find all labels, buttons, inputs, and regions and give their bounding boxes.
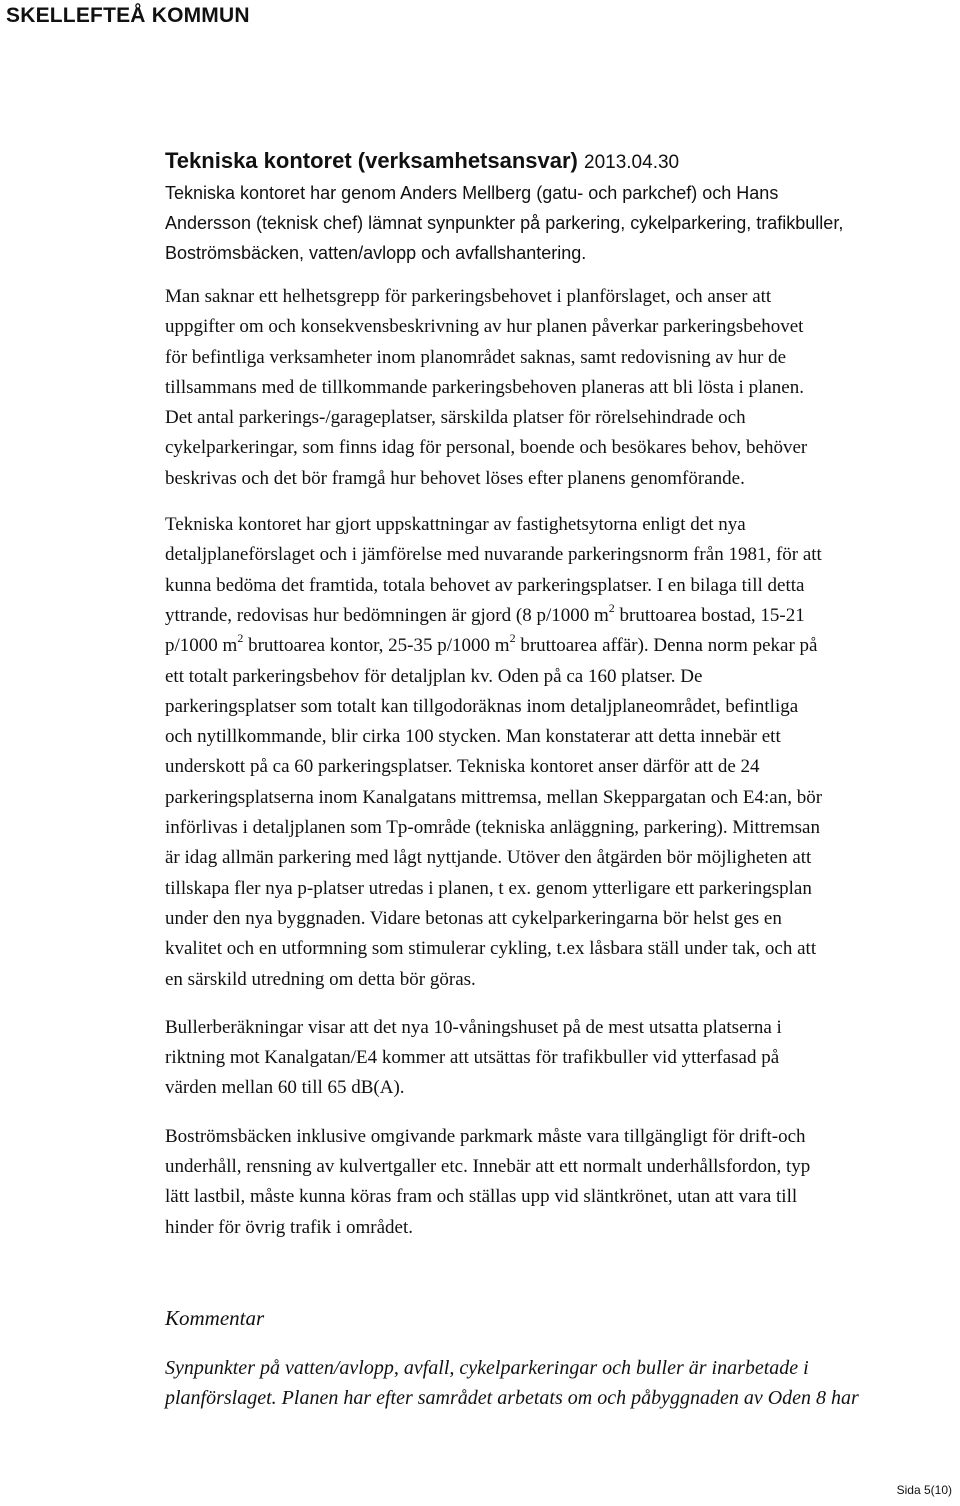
text-segment: yttrande, redovisas hur bedömningen är gjord (8 p/1000 m (165, 604, 609, 626)
comment-paragraph (165, 1353, 955, 1413)
text-line: för befintliga verksamheter inom planområdet saknas, samt redovisning av hur de (165, 346, 787, 368)
text-line: är idag allmän parkering med lågt nyttjande. Utöver den åtgärden bör möjligheten att (165, 847, 812, 869)
text-line: under den nya byggnaden. Vidare betonas att cykelparkeringarna bör helst ges en (165, 907, 782, 929)
superscript: 2 (237, 631, 244, 646)
section-heading (165, 146, 955, 178)
text-line: lätt lastbil, måste kunna köras fram och ställas upp vid släntkrönet, utan att vara till (165, 1186, 798, 1208)
text-line: uppgifter om och konsekvensbeskrivning av hur planen påverkar parkeringsbehovet (165, 316, 804, 338)
text-line (165, 601, 955, 631)
text-line: Andersson (teknisk chef) lämnat synpunkter på parkering, cykelparkering, trafikbuller, (165, 213, 844, 233)
text-line: riktning mot Kanalgatan/E4 kommer att utsättas för trafikbuller vid ytterfasad på (165, 1047, 780, 1069)
text-line: Man saknar ett helhetsgrepp för parkeringsbehovet i planförslaget, och anser att (165, 286, 772, 307)
document-body (165, 146, 955, 1413)
text-line: beskrivas och det bör framgå hur behovet löses efter planens genomförande. (165, 467, 745, 489)
text-line: detaljplaneförslaget och i jämförelse med nuvarande parkeringsnorm från 1981, för att (165, 544, 822, 566)
text-line: och nytillkommande, blir cirka 100 stycken. Man konstaterar att detta innebär ett (165, 726, 781, 748)
intro-paragraph (165, 178, 955, 268)
page-number: Sida 5(10) (896, 1483, 952, 1497)
section-title: Tekniska kontoret (verksamhetsansvar) (165, 148, 578, 173)
section-date: 2013.04.30 (584, 152, 680, 173)
text-line: kvalitet och en utformning som stimulerar cykling, t.ex låsbara ställ under tak, och att (165, 938, 817, 960)
superscript: 2 (608, 600, 615, 615)
noise-paragraph (165, 1013, 955, 1104)
text-line: Synpunkter på vatten/avlopp, avfall, cykelparkeringar och buller är inarbetade i (165, 1356, 809, 1379)
text-segment: bruttoarea kontor, 25-35 p/1000 m (243, 635, 510, 657)
text-line: Boströmsbäcken, vatten/avlopp och avfallshantering. (165, 243, 587, 263)
text-line: införlivas i detaljplanen som Tp-område (tekniska anläggning, parkering). Mittremsan (165, 817, 820, 839)
text-line: Tekniska kontoret har genom Anders Mellberg (gatu- och parkchef) och Hans (165, 183, 779, 203)
text-line: tillskapa fler nya p-platser utredas i planen, t ex. genom ytterligare ett parkeringsplan (165, 877, 812, 899)
text-line (165, 631, 955, 661)
text-line: planförslaget. Planen har efter samrådet arbetats om och påbyggnaden av Oden 8 har (165, 1386, 859, 1409)
parking-paragraph (165, 282, 955, 494)
text-segment: bruttoarea bostad, 15-21 (614, 604, 805, 626)
text-line: kunna bedöma det framtida, totala behovet av parkeringsplatser. I en bilaga till detta (165, 574, 805, 596)
text-segment: bruttoarea affär). Denna norm pekar på (515, 635, 818, 657)
text-line: underskott på ca 60 parkeringsplatser. Tekniska kontoret anser därför att de 24 (165, 756, 760, 778)
organization-name: SKELLEFTEÅ KOMMUN (6, 4, 250, 27)
text-line: Boströmsbäcken inklusive omgivande parkmark måste vara tillgängligt för drift-och (165, 1125, 806, 1147)
text-segment: p/1000 m (165, 635, 238, 657)
text-line: underhåll, rensning av kulvertgaller etc. Innebär att ett normalt underhållsfordon, typ (165, 1156, 811, 1178)
estimate-paragraph (165, 510, 955, 995)
text-line: parkeringsplatserna inom Kanalgatans mittremsa, mellan Skeppargatan och E4:an, bör (165, 786, 823, 808)
text-line: värden mellan 60 till 65 dB(A). (165, 1077, 405, 1099)
superscript: 2 (509, 631, 516, 646)
text-line: en särskild utredning om detta bör göras. (165, 968, 476, 990)
text-line: Bullerberäkningar visar att det nya 10-våningshuset på de mest utsatta platserna i (165, 1016, 782, 1038)
stream-paragraph (165, 1122, 955, 1243)
text-line: ett totalt parkeringsbehov för detaljplan kv. Oden på ca 160 platser. De (165, 665, 703, 687)
text-line: parkeringsplatser som totalt kan tillgodoräknas inom detaljplaneområdet, befintliga (165, 695, 799, 717)
text-line: Det antal parkerings-/garageplatser, särskilda platser för rörelsehindrade och (165, 407, 746, 429)
text-line: Tekniska kontoret har gjort uppskattningar av fastighetsytorna enligt det nya (165, 514, 746, 536)
comment-heading: Kommentar (165, 1305, 265, 1330)
text-line: hinder för övrig trafik i området. (165, 1216, 413, 1238)
text-line: cykelparkeringar, som finns idag för personal, boende och besökares behov, behöver (165, 437, 808, 459)
text-line: tillsammans med de tillkommande parkeringsbehoven planeras att bli lösta i planen. (165, 376, 804, 398)
